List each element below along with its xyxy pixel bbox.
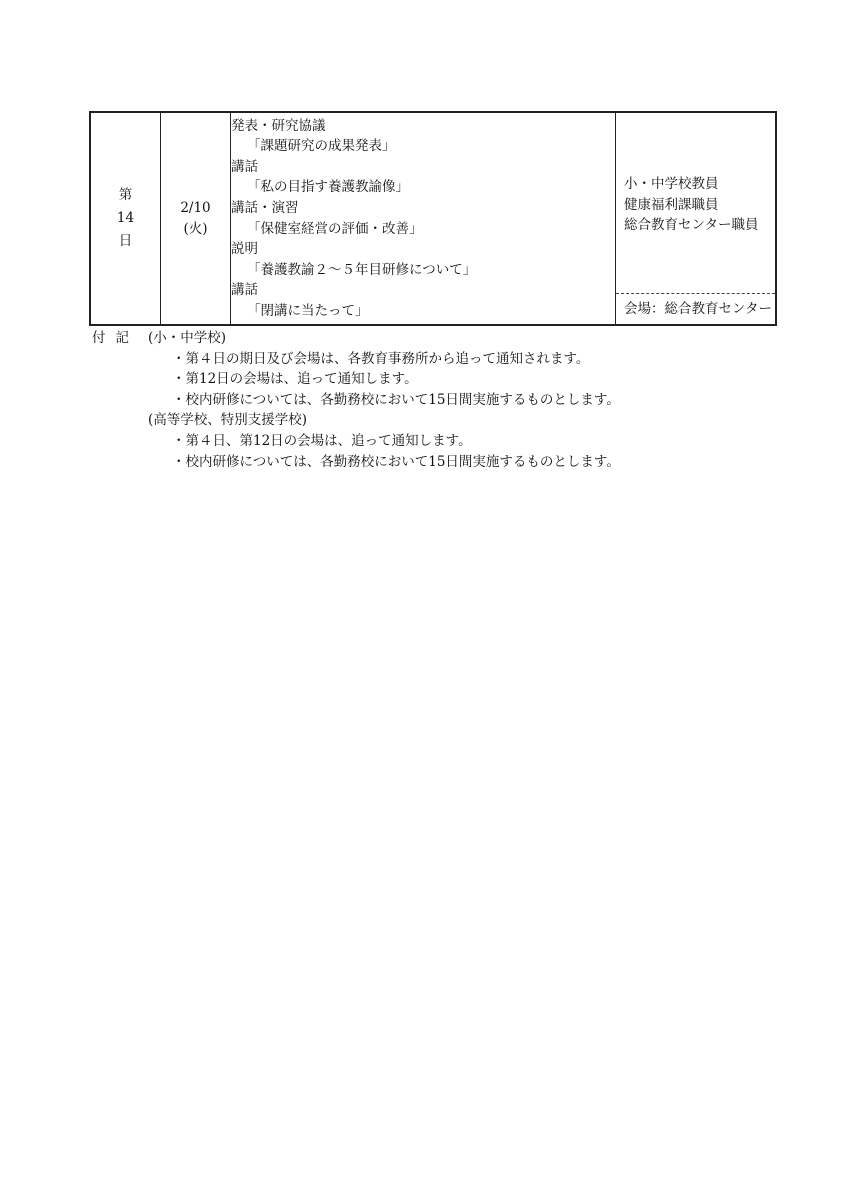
target-item: 小・中学校教員 (624, 176, 719, 192)
date-text: 2/10 (180, 199, 211, 216)
notes-section (92, 328, 792, 472)
content-heading: 説明 (231, 241, 258, 258)
notes-group-title: (小・中学校) (148, 330, 227, 346)
content-heading: 発表・研究協議 (231, 117, 326, 134)
content-title: 「課題研究の成果発表」 (247, 138, 396, 155)
day-label-part: 日 (118, 233, 133, 249)
table-row (90, 112, 776, 325)
note-item: ・第４日の期日及び会場は、各教育事務所から追って通知されます。 (172, 350, 590, 367)
note-item: ・校内研修については、各勤務校において15日間実施するものとします。 (172, 391, 620, 408)
participants-cell (616, 112, 777, 325)
content-heading: 講話 (231, 282, 258, 299)
content-cell (231, 112, 616, 325)
content-heading: 講話・演習 (231, 199, 299, 216)
target-item: 健康福利課職員 (624, 196, 719, 213)
note-item: ・第４日、第12日の会場は、追って通知します。 (172, 432, 472, 449)
content-title: 「閉講に当たって」 (247, 302, 369, 319)
day-label-part: 第 (118, 187, 133, 203)
target-list (616, 113, 775, 236)
venue-text: 会場：総合教育センター (616, 293, 775, 324)
weekday-text: (火) (183, 220, 208, 237)
content-title: 「私の目指す養護教諭像」 (247, 179, 409, 196)
target-item: 総合教育センター職員 (624, 217, 759, 234)
schedule-table (89, 111, 777, 326)
content-title: 「保健室経営の評価・改善」 (247, 220, 423, 237)
content-heading: 講話 (231, 158, 258, 175)
content-title: 「養護教諭２～５年目研修について」 (247, 261, 477, 278)
notes-group-row (92, 328, 792, 349)
notes-group-title: (高等学校、特別支援学校) (148, 412, 308, 429)
note-item: ・第12日の会場は、追って通知します。 (172, 371, 418, 388)
day-label-part: 14 (116, 210, 135, 226)
day-number-cell (90, 112, 161, 325)
note-item: ・校内研修については、各勤務校において15日間実施するものとします。 (172, 453, 620, 470)
date-cell (161, 112, 231, 325)
notes-heading: 付記 (92, 330, 139, 346)
participants-wrap (616, 113, 775, 324)
